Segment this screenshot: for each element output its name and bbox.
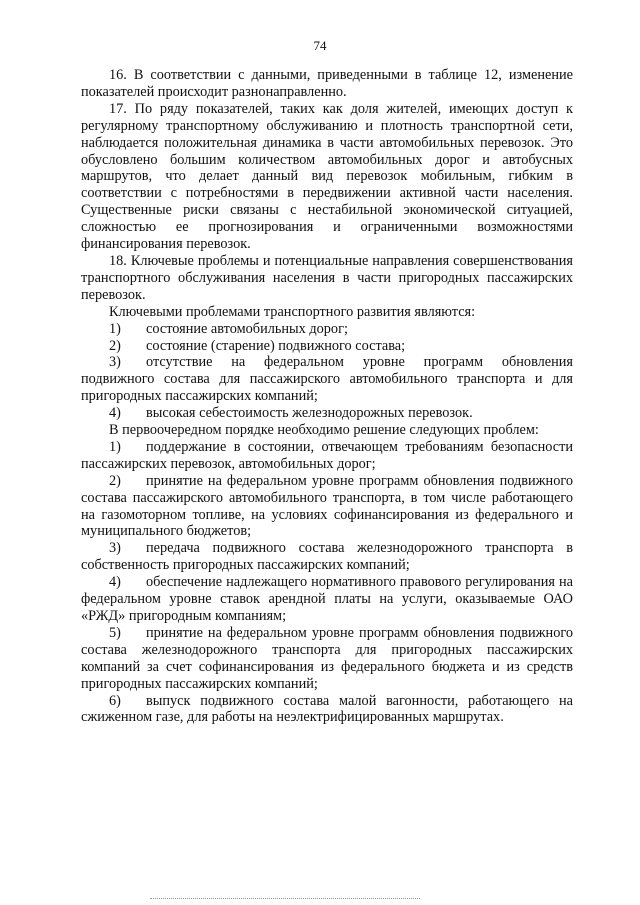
paragraph-16: 16. В соответствии с данными, приведенными в таблице 12, изменение показателей происходит разнонаправленно. — [81, 67, 573, 100]
list-item-text: выпуск подвижного состава малой вагонности, работающего на сжиженном газе, для работы на неэлектрифицированных маршрутах. — [81, 692, 573, 726]
list-item-number: 4) — [109, 405, 121, 422]
list-item-text: отсутствие на федеральном уровне программ обновления подвижного состава для пассажирского автомобильного транспорта и для пригородных пассажирских компаний; — [81, 354, 573, 405]
list-item — [81, 574, 573, 625]
list-item-number: 1) — [109, 320, 121, 337]
list-item — [81, 321, 573, 338]
key-problems-list — [81, 321, 573, 422]
list-item-text: высокая себестоимость железнодорожных перевозок. — [146, 405, 473, 422]
list-item — [81, 473, 573, 541]
priority-problems-intro: В первоочередном порядке необходимо решение следующих проблем: — [109, 422, 539, 439]
list-item-number: 3) — [109, 354, 121, 371]
list-item-number: 3) — [109, 540, 121, 557]
list-item-number: 2) — [109, 337, 121, 354]
list-item — [81, 338, 573, 355]
list-item-text: состояние (старение) подвижного состава; — [146, 337, 406, 354]
scan-bottom-rule — [150, 898, 420, 899]
page-number: 74 — [313, 38, 327, 53]
list-item-number: 5) — [109, 624, 121, 641]
list-item — [81, 540, 573, 574]
paragraph-18-heading: 18. Ключевые проблемы и потенциальные направления совершенствования транспортного обслуживания населения в части пригородных пассажирских перевозок. — [81, 252, 573, 303]
list-item-text: состояние автомобильных дорог; — [146, 320, 348, 337]
list-item-number: 1) — [109, 438, 121, 455]
page-body — [81, 67, 573, 726]
list-item-number: 4) — [109, 574, 121, 591]
priority-problems-list — [81, 439, 573, 726]
list-item — [81, 439, 573, 473]
list-item-text: поддержание в состоянии, отвечающем требованиям безопасности пассажирских перевозок, автомобильных дорог; — [81, 438, 573, 472]
list-item — [81, 625, 573, 693]
list-item-text: принятие на федеральном уровне программ обновления подвижного состава пассажирского автомобильного транспорта, в том числе работающего на газомоторном топливе, на условиях софинансирования из федерального и муниципального бюджетов; — [81, 472, 573, 540]
list-item — [81, 354, 573, 405]
list-item-number: 6) — [109, 692, 121, 709]
list-item-text: принятие на федеральном уровне программ обновления подвижного состава железнодорожного транспорта для пригородных пассажирских компаний за счет софинансирования из федерального бюджета и из средств пригородных пассажирских компаний; — [81, 624, 573, 692]
paragraph-17: 17. По ряду показателей, таких как доля жителей, имеющих доступ к регулярному транспортному обслуживанию и плотность транспортной сети, наблюдается положительная динамика в части автомобильных перевозок. Это обусловлено большим количеством автомобильных дорог и автобусных маршрутов, что делает данный вид перевозок мобильным, гибким в соответствии с потребностями в передвижении активной части населения. Существенные риски связаны с нестабильной экономической ситуацией, сложностью ее прогнозирования и ограниченными возможностями финансирования перевозок. — [81, 100, 573, 253]
list-item-number: 2) — [109, 472, 121, 489]
key-problems-intro: Ключевыми проблемами транспортного развития являются: — [109, 303, 476, 320]
list-item — [81, 693, 573, 727]
list-item — [81, 405, 573, 422]
list-item-text: обеспечение надлежащего нормативного правового регулирования на федеральном уровне ставок арендной платы на услуги, оказываемые ОАО «РЖД» пригородным компаниям; — [81, 574, 573, 624]
list-item-text: передача подвижного состава железнодорожного транспорта в собственность пригородных пассажирских компаний; — [81, 540, 573, 574]
